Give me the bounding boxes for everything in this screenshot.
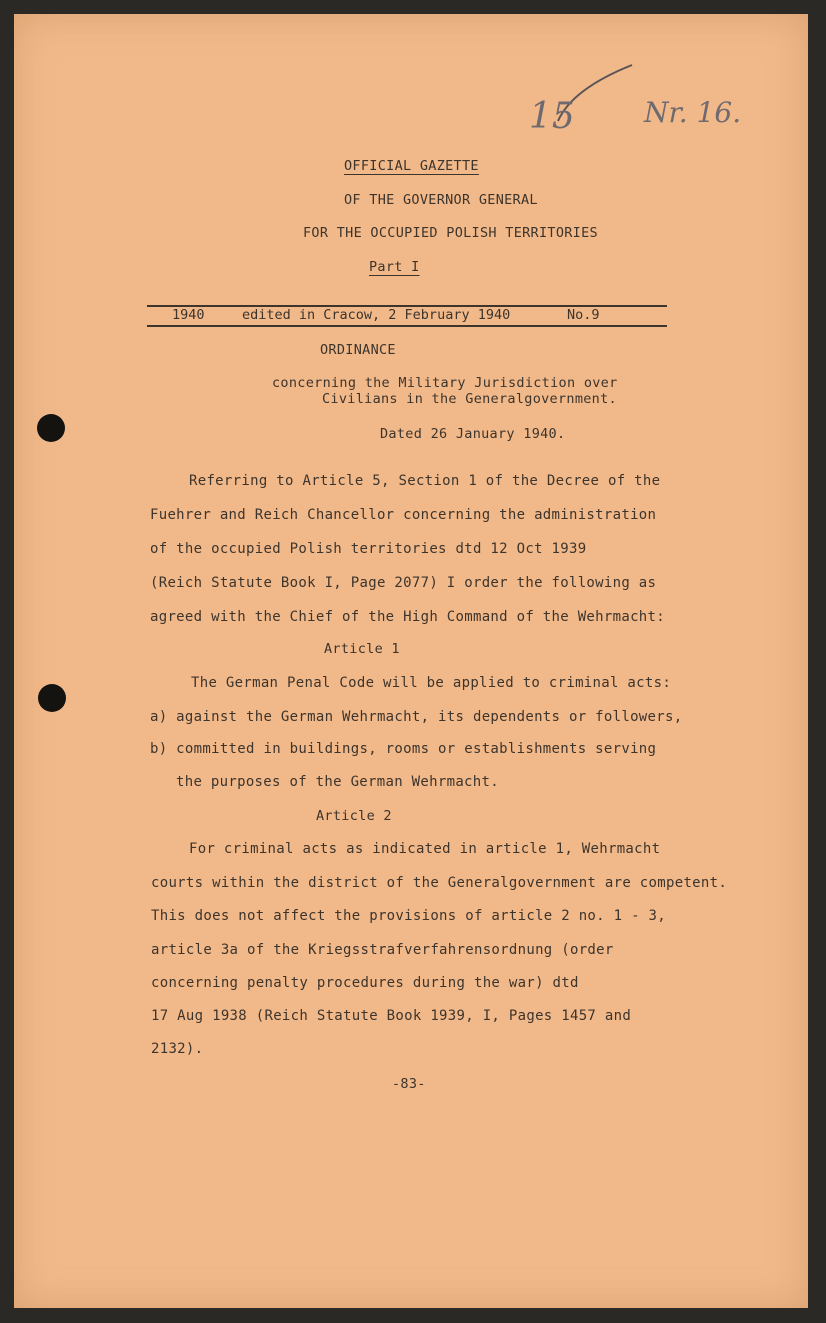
article-2-heading: Article 2	[316, 808, 392, 824]
article-2-line-3: This does not affect the provisions of article 2 no. 1 - 3,	[151, 908, 666, 924]
article-2-line-4: article 3a of the Kriegsstrafverfahrensordnung (order	[151, 942, 614, 958]
issue-number: No.9	[567, 307, 600, 323]
handwritten-folio: 15	[529, 96, 575, 137]
article-1-line-2: a) against the German Wehrmacht, its dependents or followers,	[150, 709, 683, 725]
punch-hole-top	[37, 414, 65, 442]
punch-hole-bottom	[38, 684, 66, 712]
article-2-line-6: 17 Aug 1938 (Reich Statute Book 1939, I, Pages 1457 and	[151, 1008, 632, 1024]
gazette-line-2: OF THE GOVERNOR GENERAL	[344, 192, 538, 208]
article-2-line-1: For criminal acts as indicated in article 1, Wehrmacht	[189, 841, 661, 857]
gazette-line-3: FOR THE OCCUPIED POLISH TERRITORIES	[303, 225, 598, 241]
article-1-line-4: the purposes of the German Wehrmacht.	[176, 774, 499, 790]
preamble-line-3: of the occupied Polish territories dtd 12 Oct 1939	[150, 541, 587, 557]
preamble-line-4: (Reich Statute Book I, Page 2077) I order the following as	[150, 575, 657, 591]
article-2-line-2: courts within the district of the Generalgovernment are competent.	[151, 875, 728, 891]
document-page	[14, 14, 808, 1308]
page-number: -83-	[392, 1076, 426, 1092]
article-1-line-3: b) committed in buildings, rooms or establishments serving	[150, 741, 657, 757]
preamble-line-5: agreed with the Chief of the High Command of the Wehrmacht:	[150, 609, 665, 625]
ordinance-subject-2: Civilians in the Generalgovernment.	[322, 391, 617, 407]
article-2-line-5: concerning penalty procedures during the war) dtd	[151, 975, 579, 991]
issue-edited: edited in Cracow, 2 February 1940	[242, 307, 511, 323]
preamble-line-1: Referring to Article 5, Section 1 of the Decree of the	[189, 473, 661, 489]
handwritten-number: Nr. 16.	[644, 96, 742, 129]
rule-bottom	[147, 325, 667, 327]
gazette-part: Part I	[369, 259, 420, 275]
ordinance-heading: ORDINANCE	[320, 342, 396, 358]
ordinance-subject-1: concerning the Military Jurisdiction over	[272, 375, 618, 391]
article-2-line-7: 2132).	[151, 1041, 204, 1057]
issue-year: 1940	[172, 307, 205, 323]
article-1-heading: Article 1	[324, 641, 400, 657]
gazette-title: OFFICIAL GAZETTE	[344, 158, 479, 174]
ordinance-dated: Dated 26 January 1940.	[380, 426, 566, 442]
article-1-line-1: The German Penal Code will be applied to criminal acts:	[191, 675, 672, 691]
preamble-line-2: Fuehrer and Reich Chancellor concerning the administration	[150, 507, 657, 523]
